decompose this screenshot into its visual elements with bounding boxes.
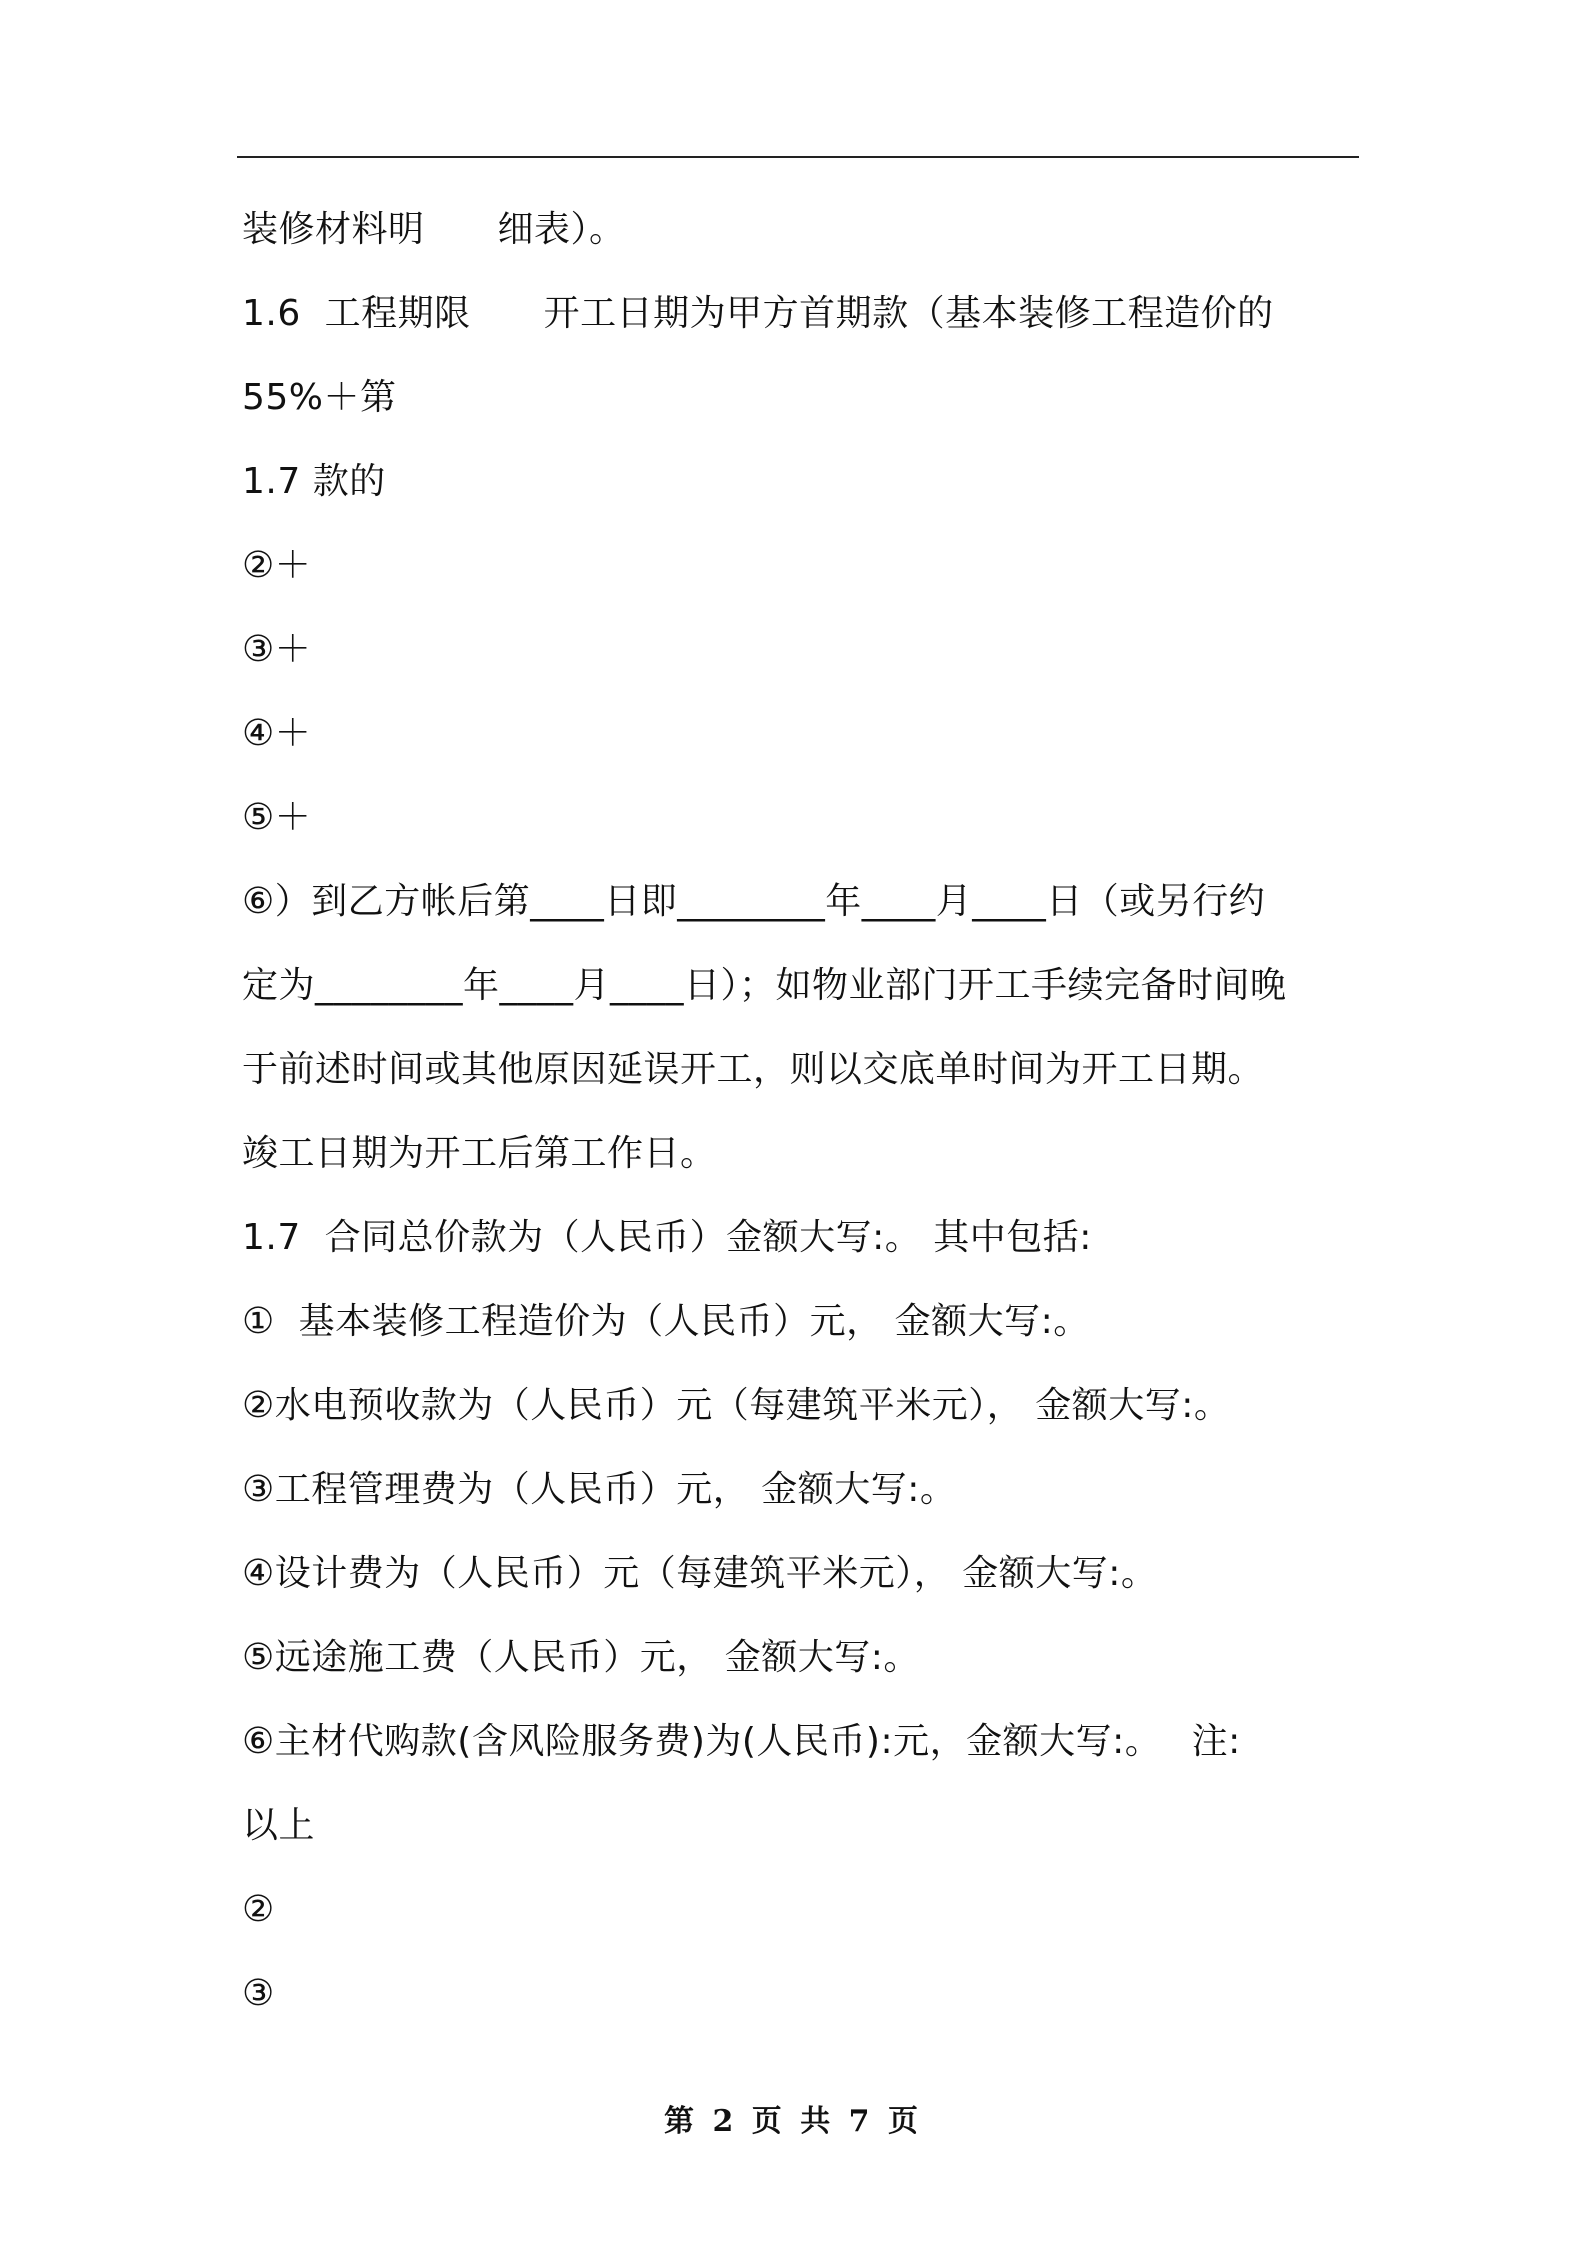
header-divider <box>237 156 1359 158</box>
text-line: ②水电预收款为（人民币）元（每建筑平米元）， 金额大写:。 <box>242 1385 1231 1426</box>
text-line: ②＋ <box>242 545 312 586</box>
text-line: 竣工日期为开工后第工作日。 <box>242 1133 717 1174</box>
document-body <box>242 198 1362 2046</box>
text-line: ④设计费为（人民币）元（每建筑平米元）， 金额大写:。 <box>242 1553 1158 1594</box>
text-line: 1.7 款的 <box>242 461 386 502</box>
page-number-footer: 第 2 页 共 7 页 <box>664 2104 922 2139</box>
text-line: ④＋ <box>242 713 312 754</box>
text-line: ① 基本装修工程造价为（人民币）元， 金额大写:。 <box>242 1301 1090 1342</box>
text-line: 定为________年____月____日）；如物业部门开工手续完备时间晚 <box>242 965 1287 1006</box>
text-line: ⑥）到乙方帐后第____日即________年____月____日（或另行约 <box>242 881 1266 922</box>
text-line: 装修材料明 细表）。 <box>242 209 626 250</box>
text-line: 于前述时间或其他原因延误开工，则以交底单时间为开工日期。 <box>242 1049 1265 1090</box>
text-line: 1.7 合同总价款为（人民币）金额大写:。 其中包括: <box>242 1217 1092 1258</box>
text-line: 55%＋第 <box>242 377 397 418</box>
text-line: ③＋ <box>242 629 312 670</box>
text-line: ⑤远途施工费（人民币）元， 金额大写:。 <box>242 1637 920 1678</box>
text-line: ③工程管理费为（人民币）元， 金额大写:。 <box>242 1469 957 1510</box>
text-line: ⑥主材代购款(含风险服务费)为(人民币):元，金额大写:。 注: <box>242 1721 1241 1762</box>
text-line: ② <box>242 1889 275 1930</box>
text-line: ⑤＋ <box>242 797 312 838</box>
text-line: 以上 <box>242 1805 316 1846</box>
text-line: 1.6 工程期限 开工日期为甲方首期款（基本装修工程造价的 <box>242 293 1274 334</box>
text-line: ③ <box>242 1973 275 2014</box>
